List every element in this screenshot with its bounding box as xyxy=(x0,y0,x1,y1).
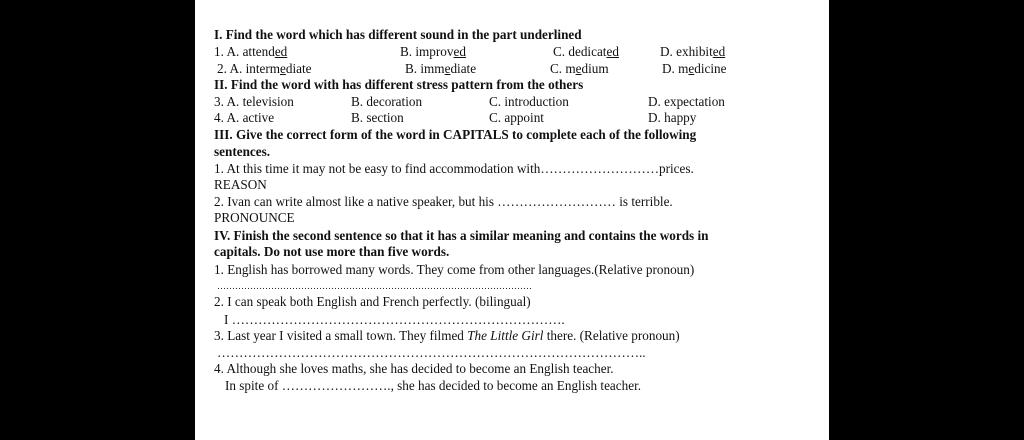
section-4-question-1: 1. English has borrowed many words. They come from other languages.(Relative pronoun) xyxy=(214,262,695,277)
section-3-word-2: PRONOUNCE xyxy=(214,210,295,225)
section-3-heading-line-1: III. Give the correct form of the word in CAPITALS to complete each of the following xyxy=(214,127,697,142)
q1-option-c: C. dedicated xyxy=(553,44,619,59)
q3-option-a: 3. A. television xyxy=(214,94,294,109)
section-1-heading: I. Find the word which has different sound in the part underlined xyxy=(214,27,582,42)
section-4-answer-line-2: I …………………………………………………………………. xyxy=(224,312,565,327)
section-4-question-4: 4. Although she loves maths, she has decided to become an English teacher. xyxy=(214,361,614,376)
q2-option-c: C. medium xyxy=(550,61,609,76)
q1-option-d: D. exhibited xyxy=(660,44,726,59)
q1-option-a: 1. A. attended xyxy=(214,44,288,59)
q3-option-d: D. expectation xyxy=(648,94,725,109)
section-4-question-2: 2. I can speak both English and French perfectly. (bilingual) xyxy=(214,294,531,309)
q4-option-b: B. section xyxy=(351,110,404,125)
q2-option-a: 2. A. intermediate xyxy=(217,61,312,76)
q4-option-d: D. happy xyxy=(648,110,697,125)
section-4-answer-line-3: …………………………………………………………………………………….. xyxy=(217,345,646,360)
section-3-heading-line-2: sentences. xyxy=(214,144,271,159)
section-3-sentence-2: 2. Ivan can write almost like a native speaker, but his ……………………… is terrible. xyxy=(214,194,673,209)
q4-option-c: C. appoint xyxy=(489,110,544,125)
q3-option-c: C. introduction xyxy=(489,94,569,109)
section-4-question-3: 3. Last year I visited a small town. They filmed The Little Girl there. (Relative pronoun) xyxy=(214,328,680,343)
q2-option-d: D. medicine xyxy=(662,61,727,76)
section-3-word-1: REASON xyxy=(214,177,267,192)
section-4-heading-line-1: IV. Finish the second sentence so that it has a similar meaning and contains the words in xyxy=(214,228,709,243)
section-2-heading: II. Find the word with has different stress pattern from the others xyxy=(214,77,584,92)
q2-option-b: B. immediate xyxy=(405,61,477,76)
film-title: The Little Girl xyxy=(467,328,544,343)
worksheet-page xyxy=(195,0,829,440)
q1-option-b: B. improved xyxy=(400,44,466,59)
section-3-sentence-1: 1. At this time it may not be easy to find accommodation with………………………prices. xyxy=(214,161,694,176)
section-4-answer-line-4: In spite of ……………………., she has decided to become an English teacher. xyxy=(225,378,642,393)
q3-option-b: B. decoration xyxy=(351,94,423,109)
section-4-answer-line-1: …………………………………………………………………………………………… xyxy=(217,281,532,291)
q4-option-a: 4. A. active xyxy=(214,110,275,125)
section-4-heading-line-2: capitals. Do not use more than five words. xyxy=(214,244,450,259)
